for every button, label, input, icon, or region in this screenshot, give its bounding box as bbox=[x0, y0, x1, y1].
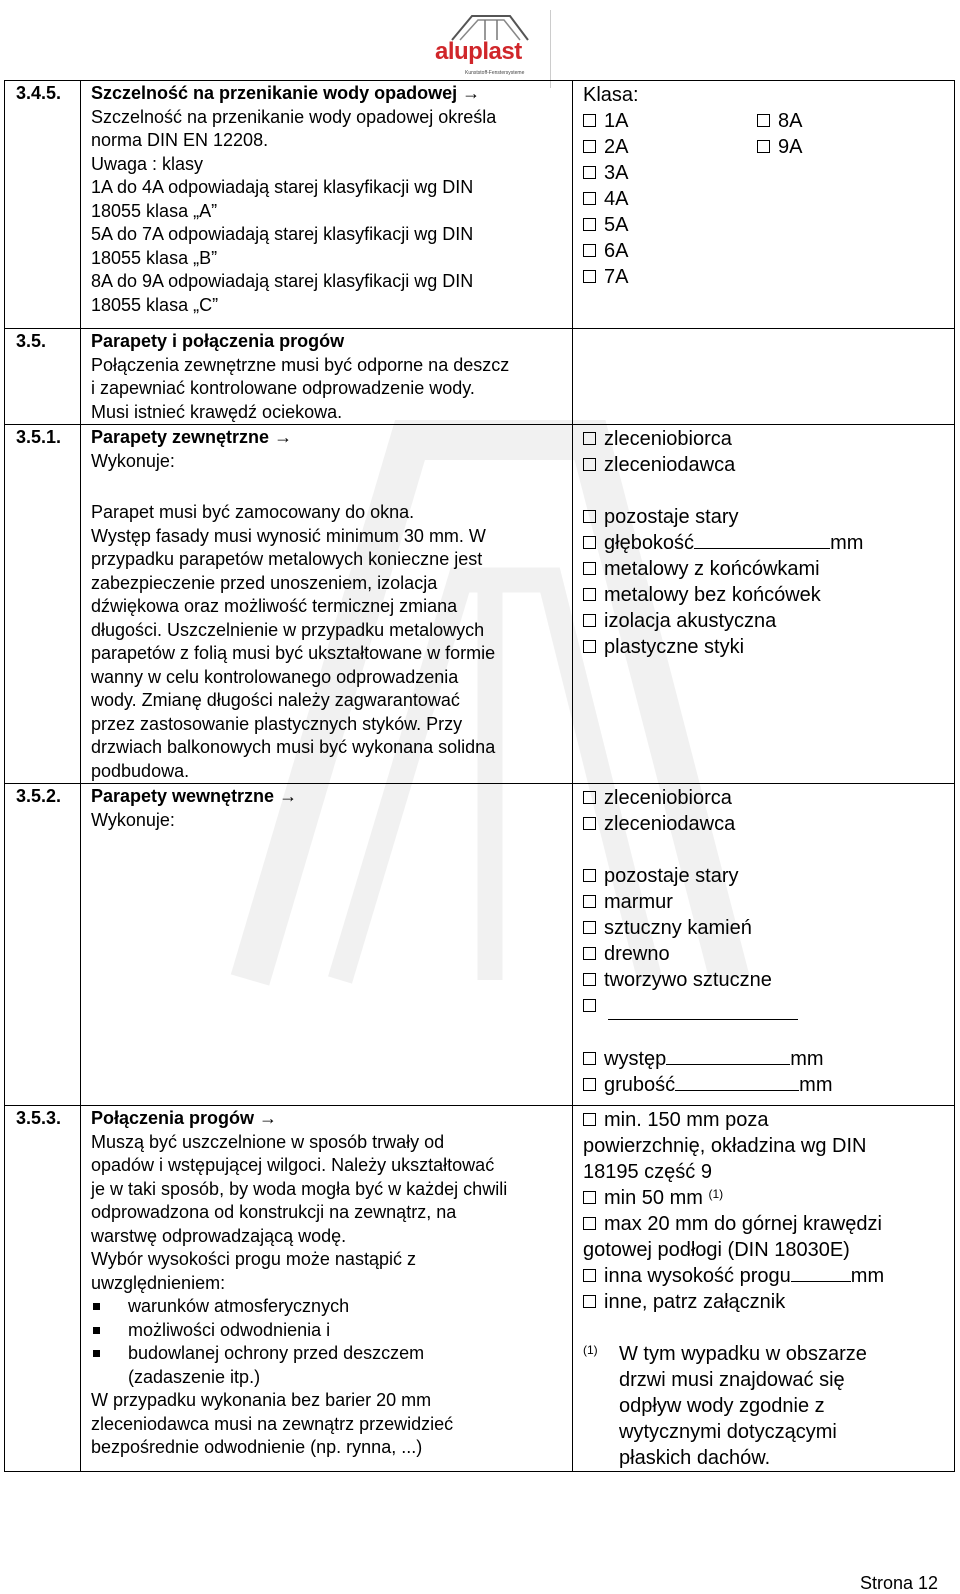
row-description bbox=[81, 1106, 573, 1472]
text-line: 18055 klasa „A” bbox=[91, 200, 218, 221]
checkbox-icon[interactable] bbox=[583, 895, 596, 908]
checkbox-icon[interactable] bbox=[583, 999, 596, 1012]
text-line: 18195 część 9 bbox=[583, 1161, 712, 1183]
checkbox-icon[interactable] bbox=[583, 270, 596, 283]
bullet-icon bbox=[93, 1327, 100, 1334]
row-options bbox=[573, 81, 955, 329]
text-line: wanny w celu kontrolowanego odprowadzenia bbox=[91, 666, 459, 687]
bullet-icon bbox=[93, 1350, 100, 1357]
text-line: 18055 klasa „B” bbox=[91, 247, 218, 268]
checkbox-option[interactable]: metalowy bez końcówek bbox=[583, 582, 944, 608]
checkbox-icon[interactable] bbox=[583, 166, 596, 179]
row-number: 3.5.3. bbox=[5, 1106, 81, 1472]
checkbox-icon[interactable] bbox=[583, 458, 596, 471]
depth-blank[interactable] bbox=[694, 548, 830, 549]
checkbox-icon[interactable] bbox=[583, 614, 596, 627]
checkbox-icon[interactable] bbox=[583, 1295, 596, 1308]
text-line: 18055 klasa „C” bbox=[91, 294, 219, 315]
section-title: Parapety i połączenia progów bbox=[91, 331, 345, 351]
list-item-continuation: (zadaszenie itp.) bbox=[128, 1366, 261, 1387]
other-material-blank[interactable] bbox=[608, 993, 798, 1020]
text-line: długości. Uszczelnienie w przypadku metalowych bbox=[91, 619, 485, 640]
row-number: 3.5.2. bbox=[5, 784, 81, 1106]
row-options bbox=[573, 1106, 955, 1472]
text-line: zleceniodawca musi na zewnątrz przewidzieć bbox=[91, 1413, 454, 1434]
checkbox-option[interactable]: inne, patrz załącznik bbox=[583, 1289, 944, 1315]
row-number: 3.5. bbox=[5, 329, 81, 425]
text-line: Połączenia zewnętrzne musi być odporne na deszcz bbox=[91, 354, 510, 375]
text-line: zabezpieczenie przed unoszeniem, izolacja bbox=[91, 572, 438, 593]
text-line: opadów i wstępującej wilgoci. Należy ukształtować bbox=[91, 1155, 495, 1175]
checkbox-option[interactable]: zleceniobiorca bbox=[583, 785, 944, 811]
text-line: powierzchnię, okładzina wg DIN bbox=[583, 1135, 867, 1157]
logo-divider bbox=[550, 10, 551, 88]
checkbox-icon[interactable] bbox=[583, 114, 596, 127]
text-line: 8A do 9A odpowiadają starej klasyfikacji wg DIN bbox=[91, 271, 474, 291]
spec-table bbox=[4, 80, 955, 1472]
overhang-blank[interactable] bbox=[666, 1064, 790, 1065]
thickness-blank[interactable] bbox=[675, 1090, 799, 1091]
text-line: płaskich dachów. bbox=[619, 1447, 771, 1469]
checkbox-icon[interactable] bbox=[583, 1052, 596, 1065]
text-line: przypadku parapetów metalowych konieczne jest bbox=[91, 549, 483, 569]
page-number: Strona 12 bbox=[859, 1573, 938, 1593]
checkbox-option[interactable]: 7A bbox=[583, 264, 757, 290]
checkbox-option[interactable]: izolacja akustyczna bbox=[583, 608, 944, 634]
checkbox-option[interactable]: min. 150 mm poza bbox=[583, 1107, 944, 1133]
row-description bbox=[81, 329, 573, 425]
bullet-icon bbox=[93, 1303, 100, 1310]
text-line: drzwi musi znajdować się bbox=[619, 1369, 845, 1391]
table-row bbox=[5, 81, 955, 329]
checkbox-icon[interactable] bbox=[583, 218, 596, 231]
row-description bbox=[81, 784, 573, 1106]
checkbox-icon[interactable] bbox=[583, 1217, 596, 1230]
section-title: Parapety wewnętrzne → bbox=[91, 786, 298, 806]
row-number: 3.4.5. bbox=[5, 81, 81, 329]
checkbox-option[interactable]: zleceniobiorca bbox=[583, 426, 944, 452]
wykonuje-label: Wykonuje: bbox=[91, 450, 175, 471]
row-description bbox=[81, 81, 573, 329]
checkbox-option[interactable]: tworzywo sztuczne bbox=[583, 967, 944, 993]
text-line: warstwę odprowadzającą wodę. bbox=[91, 1225, 347, 1246]
checkbox-icon[interactable] bbox=[583, 1078, 596, 1091]
footnote bbox=[583, 1341, 944, 1471]
checkbox-option[interactable]: głębokość mm bbox=[583, 530, 944, 556]
checkbox-icon[interactable] bbox=[583, 140, 596, 153]
table-row bbox=[5, 425, 955, 784]
list-item: możliwości odwodnienia i bbox=[91, 1319, 562, 1343]
footnote-mark: (1) bbox=[583, 1343, 598, 1357]
row-options bbox=[573, 425, 955, 784]
checkbox-icon[interactable] bbox=[583, 510, 596, 523]
row-options bbox=[573, 329, 955, 425]
text-line: dźwiękowa oraz możliwość termicznej zmiana bbox=[91, 596, 458, 616]
checkbox-option[interactable]: 5A bbox=[583, 212, 757, 238]
row-description bbox=[81, 425, 573, 784]
checkbox-option[interactable]: min 50 mm $^{(1)}$ bbox=[583, 1185, 944, 1211]
footnote-ref: (1) bbox=[708, 1187, 724, 1201]
section-title: Szczelność na przenikanie wody opadowej → bbox=[91, 83, 481, 103]
text-line: Uwaga : klasy bbox=[91, 153, 204, 174]
checkbox-icon[interactable] bbox=[583, 973, 596, 986]
klasa-label: Klasa: bbox=[583, 84, 639, 106]
row-number: 3.5.1. bbox=[5, 425, 81, 784]
text-line: Musi istnieć krawędź ociekowa. bbox=[91, 401, 343, 422]
list-item: budowlanej ochrony przed deszczem bbox=[91, 1342, 562, 1366]
text-line: wytycznymi dotyczącymi bbox=[619, 1421, 837, 1443]
checkbox-option[interactable]: inna wysokość progu mm bbox=[583, 1263, 944, 1289]
checkbox-icon[interactable] bbox=[583, 947, 596, 960]
text-line: W tym wypadku w obszarze bbox=[619, 1343, 867, 1365]
checkbox-icon[interactable] bbox=[583, 640, 596, 653]
bullet-list bbox=[91, 1295, 562, 1389]
logo-wordmark: aluplast bbox=[435, 38, 522, 65]
text-line: przez zastosowanie plastycznych styków. Przy bbox=[91, 713, 463, 734]
checkbox-icon[interactable] bbox=[583, 791, 596, 804]
text-line: odpływ wody zgodnie z bbox=[619, 1395, 825, 1417]
checkbox-option[interactable]: 3A bbox=[583, 160, 757, 186]
section-title: Parapety zewnętrzne → bbox=[91, 427, 293, 447]
row-options bbox=[573, 784, 955, 1106]
checkbox-option[interactable]: plastyczne styki bbox=[583, 634, 944, 660]
checkbox-icon[interactable] bbox=[757, 114, 770, 127]
checkbox-icon[interactable] bbox=[757, 140, 770, 153]
list-item: warunków atmosferycznych bbox=[91, 1295, 562, 1319]
text-line: Szczelność na przenikanie wody opadowej określa bbox=[91, 106, 497, 127]
checkbox-option[interactable]: występ mm bbox=[583, 1046, 944, 1072]
text-line: Parapet musi być zamocowany do okna. bbox=[91, 502, 415, 522]
checkbox-option[interactable]: 9A bbox=[757, 134, 931, 160]
text-line: 5A do 7A odpowiadają starej klasyfikacji wg DIN bbox=[91, 224, 474, 244]
text-line: Występ fasady musi wynosić minimum 30 mm. W bbox=[91, 525, 486, 546]
checkbox-icon[interactable] bbox=[583, 588, 596, 601]
checkbox-icon[interactable] bbox=[583, 1113, 596, 1126]
checkbox-icon[interactable] bbox=[583, 432, 596, 445]
text-line: bezpośrednie odwodnienie (np. rynna, ...) bbox=[91, 1437, 423, 1457]
checkbox-option[interactable]: 1A bbox=[583, 108, 757, 134]
text-line: norma DIN EN 12208. bbox=[91, 130, 269, 150]
checkbox-option[interactable]: zleceniodawca bbox=[583, 811, 944, 837]
text-line: uwzględnieniem: bbox=[91, 1272, 226, 1293]
checkbox-option[interactable]: drewno bbox=[583, 941, 944, 967]
wykonuje-label: Wykonuje: bbox=[91, 809, 175, 830]
text-line: Wybór wysokości progu może nastąpić z bbox=[91, 1249, 416, 1269]
checkbox-option[interactable]: 4A bbox=[583, 186, 757, 212]
text-line: podbudowa. bbox=[91, 760, 190, 781]
text-line: wody. Zmianę długości należy zagwarantować bbox=[91, 690, 460, 710]
text-line: Muszą być uszczelnione w sposób trwały od bbox=[91, 1131, 445, 1152]
checkbox-icon[interactable] bbox=[583, 1269, 596, 1282]
table-row bbox=[5, 329, 955, 425]
checkbox-icon[interactable] bbox=[583, 536, 596, 549]
text-line: odprowadzona od konstrukcji na zewnątrz, na bbox=[91, 1202, 457, 1222]
text-line: je w taki sposób, by woda mogła być w każdej chwili bbox=[91, 1178, 508, 1199]
table-row bbox=[5, 1106, 955, 1472]
checkbox-icon[interactable] bbox=[583, 562, 596, 575]
section-title: Połączenia progów → bbox=[91, 1108, 278, 1128]
checkbox-option[interactable]: 8A bbox=[757, 108, 931, 134]
logo-subtitle: Kunststoff-Fenstersysteme bbox=[465, 70, 525, 76]
checkbox-icon[interactable] bbox=[583, 192, 596, 205]
checkbox-option[interactable]: metalowy z końcówkami bbox=[583, 556, 944, 582]
checkbox-option[interactable]: pozostaje stary bbox=[583, 504, 944, 530]
checkbox-option[interactable]: 6A bbox=[583, 238, 757, 264]
text-line: 1A do 4A odpowiadają starej klasyfikacji wg DIN bbox=[91, 177, 474, 197]
checkbox-option[interactable]: pozostaje stary bbox=[583, 863, 944, 889]
checkbox-option[interactable]: zleceniodawca bbox=[583, 452, 944, 478]
text-line: parapetów z folią musi być ukształtowane w formie bbox=[91, 643, 496, 663]
threshold-height-blank[interactable] bbox=[791, 1281, 851, 1282]
checkbox-option[interactable]: max 20 mm do górnej krawędzi bbox=[583, 1211, 944, 1237]
text-line: drzwiach balkonowych musi być wykonana solidna bbox=[91, 737, 496, 757]
checkbox-option[interactable]: sztuczny kamień bbox=[583, 915, 944, 941]
checkbox-icon[interactable] bbox=[583, 921, 596, 934]
checkbox-icon[interactable] bbox=[583, 869, 596, 882]
text-line: i zapewniać kontrolowane odprowadzenie wody. bbox=[91, 378, 475, 398]
checkbox-icon[interactable] bbox=[583, 1191, 596, 1204]
text-line: W przypadku wykonania bez barier 20 mm bbox=[91, 1390, 432, 1410]
checkbox-option[interactable]: grubość mm bbox=[583, 1072, 944, 1098]
table-row bbox=[5, 784, 955, 1106]
checkbox-option[interactable]: marmur bbox=[583, 889, 944, 915]
checkbox-icon[interactable] bbox=[583, 244, 596, 257]
checkbox-icon[interactable] bbox=[583, 817, 596, 830]
text-line: gotowej podłogi (DIN 18030E) bbox=[583, 1239, 850, 1261]
aluplast-logo bbox=[425, 10, 545, 76]
checkbox-option[interactable]: 2A bbox=[583, 134, 757, 160]
checkbox-option[interactable] bbox=[583, 993, 944, 1020]
